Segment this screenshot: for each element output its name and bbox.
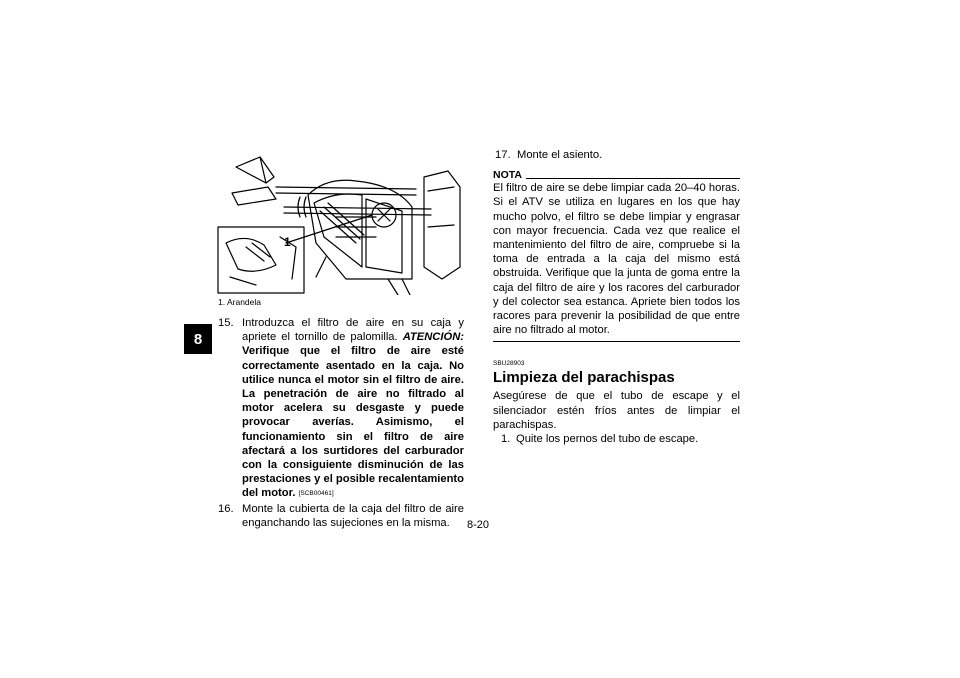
section-code: SBU28903: [493, 360, 525, 368]
caution-code: [SCB00461]: [298, 490, 334, 498]
left-column: [218, 316, 464, 530]
chapter-tab: 8: [184, 324, 212, 354]
step-17-text: Monte el asiento.: [517, 149, 603, 161]
caution-text: Verifique que el filtro de aire esté correctamente asentado en la caja. No utilice nunca el motor sin el filtro de aire. La penetración de aire no filtrado al motor acelera su desgaste y puede provocar averías. Asimismo, el funcionamiento sin el filtro de aire afectará a los surtidores del carburador con la consiguiente disminución de las prestaciones y el posible recalentamiento del motor.: [242, 345, 464, 500]
section-title: Limpieza del parachispas: [493, 369, 675, 387]
step-number: 17.: [495, 149, 511, 161]
figure-caption: 1. Arandela: [218, 297, 262, 307]
page-number: 8-20: [467, 519, 490, 531]
note-label: NOTA: [493, 169, 522, 182]
note-end-rule: [493, 341, 740, 342]
step-17: [493, 148, 740, 162]
note-header: [493, 169, 740, 181]
step-number: 1.: [501, 433, 511, 446]
caution-label: ATENCIÓN:: [402, 331, 465, 344]
air-filter-drawing: [216, 147, 464, 295]
section-text: Asegúrese de que el tubo de escape y el silenciador estén fríos antes de limpiar el parachispas.: [493, 390, 740, 431]
step-16-text: Monte la cubierta de la caja del filtro de aire enganchando las sujeciones en la misma.: [242, 502, 464, 529]
step-number: 15.: [218, 317, 234, 329]
step-15: [218, 316, 464, 502]
note-rule: [526, 178, 740, 179]
step-16: [218, 502, 464, 530]
sub-step-1-text: Quite los pernos del tubo de escape.: [516, 433, 699, 446]
step-15-text: Introduzca el filtro de aire en su caja y apriete el tornillo de palomilla.: [242, 317, 464, 344]
note-text: El filtro de aire se debe limpiar cada 20–40 horas. Si el ATV se utiliza en lugares en los que hay mucho polvo, el filtro se debe limpiar y engrasar con mayor frecuencia. Cada vez que realice el mantenimiento del filtro de aire, compruebe si la toma de entrada a la caja del mismo está obstruida. Verifique que la junta de goma entre la caja del filtro de aire y los racores del carburador y del colector sea estanca. Apriete bien todos los racores para prevenir la posibilidad de que entre aire no filtrado al motor.: [493, 182, 740, 337]
air-filter-illustration: [216, 147, 464, 295]
sub-step-1: [493, 432, 740, 446]
figure-callout: 1: [284, 235, 291, 249]
step-text: [242, 316, 464, 502]
right-column: [493, 148, 740, 446]
step-number: 16.: [218, 502, 234, 515]
